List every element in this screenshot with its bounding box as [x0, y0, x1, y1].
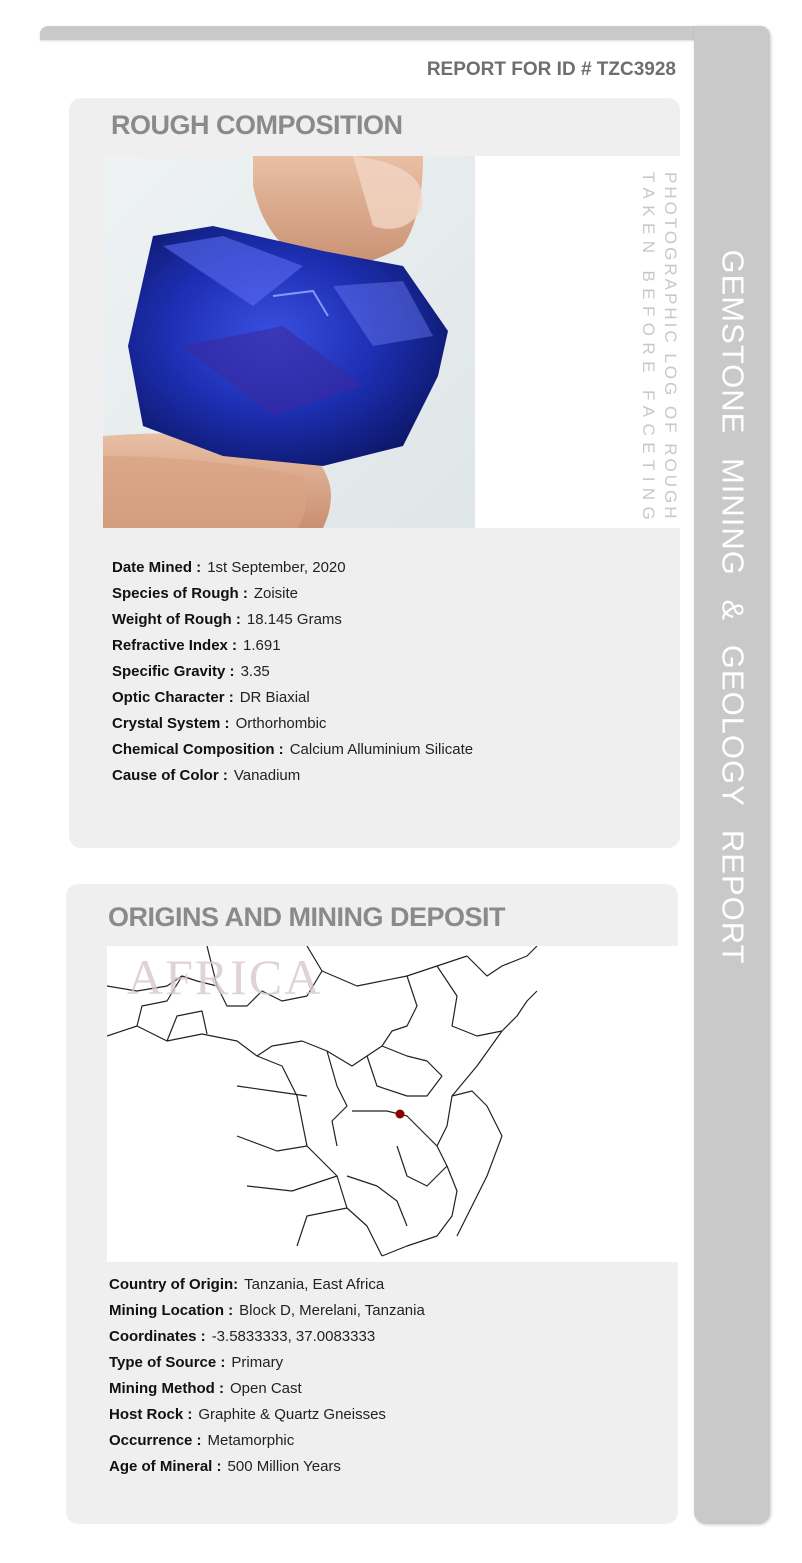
property-row: Type of Source : Primary: [109, 1354, 284, 1371]
property-row: Age of Mineral : 500 Million Years: [109, 1458, 341, 1475]
property-row: Chemical Composition : Calcium Alluminium Silicate: [112, 741, 474, 758]
property-row: Optic Character : DR Biaxial: [112, 689, 310, 706]
report-frame-top-bar: [40, 26, 768, 40]
property-row: Coordinates : -3.5833333, 37.0083333: [109, 1328, 376, 1345]
photo-caption: [638, 172, 682, 527]
side-title-text: GEMSTONE MINING & GEOLOGY REPORT: [715, 249, 751, 965]
property-row: Host Rock : Graphite & Quartz Gneisses: [109, 1406, 386, 1423]
rough-properties-list: [112, 555, 473, 789]
report-frame-side-bar: [694, 26, 770, 1524]
rough-photo-area: [103, 156, 680, 528]
origins-title: ORIGINS AND MINING DEPOSIT: [108, 902, 506, 932]
origins-card: [66, 884, 678, 1524]
photo-caption-line-2: TAKEN BEFORE FACETING: [639, 172, 658, 527]
africa-map: [107, 946, 678, 1262]
property-row: Species of Rough : Zoisite: [112, 585, 299, 602]
property-row: Occurrence : Metamorphic: [109, 1432, 295, 1449]
origin-properties-list: [109, 1272, 425, 1480]
mine-location-marker: [396, 1110, 405, 1119]
property-row: Mining Method : Open Cast: [109, 1380, 302, 1397]
africa-map-graphic: [107, 946, 678, 1262]
photo-caption-line-1: PHOTOGRAPHIC LOG OF ROUGH: [661, 172, 680, 522]
property-row: Specific Gravity : 3.35: [112, 663, 270, 680]
property-row: Refractive Index : 1.691: [112, 637, 281, 654]
property-row: Crystal System : Orthorhombic: [112, 715, 327, 732]
rough-gem-photo: [103, 156, 475, 528]
property-row: Mining Location : Block D, Merelani, Tanzania: [109, 1302, 425, 1319]
rough-composition-title: ROUGH COMPOSITION: [111, 110, 403, 140]
map-label-africa: AFRICA: [127, 949, 323, 1005]
property-row: Cause of Color : Vanadium: [112, 767, 301, 784]
report-id: REPORT FOR ID # TZC3928: [426, 59, 676, 80]
property-row: Country of Origin: Tanzania, East Africa: [109, 1276, 385, 1293]
rough-composition-card: [69, 98, 680, 848]
property-row: Weight of Rough : 18.145 Grams: [112, 611, 342, 628]
property-row: Date Mined : 1st September, 2020: [112, 559, 346, 576]
